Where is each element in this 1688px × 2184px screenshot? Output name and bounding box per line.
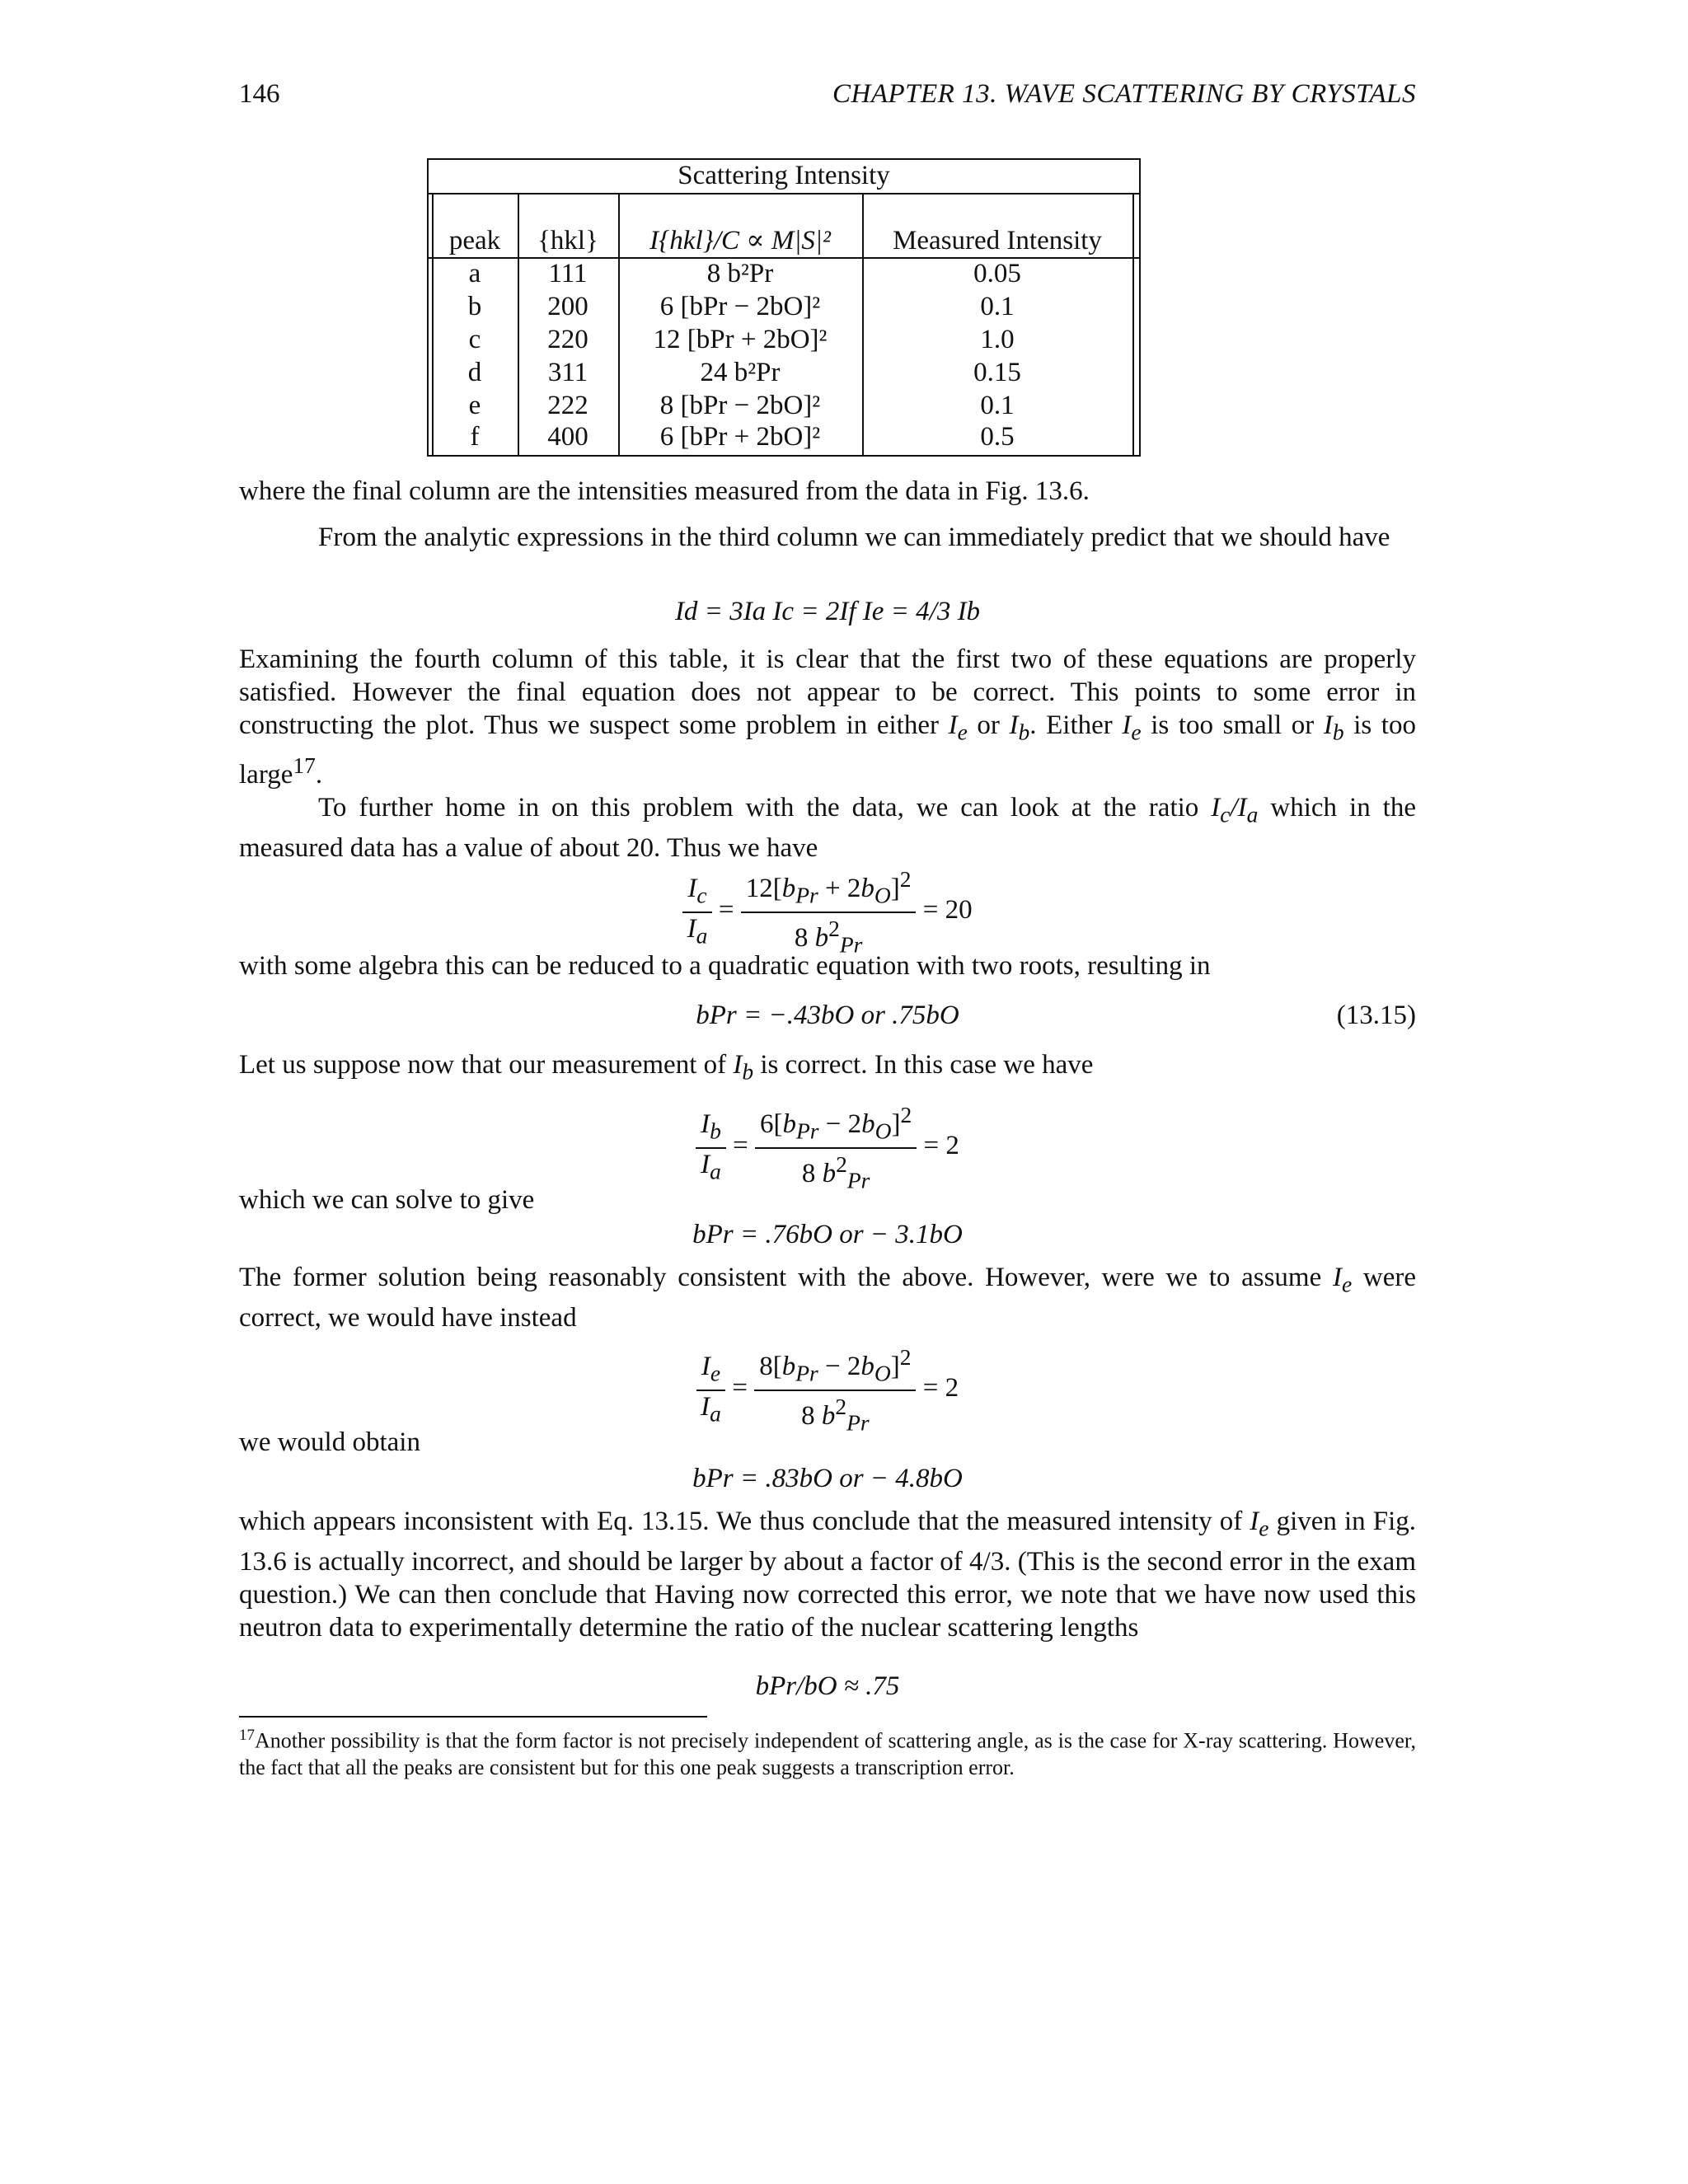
paragraph: From the analytic expressions in the third column we can immediately predict that we should have: [318, 523, 1390, 552]
table-cell-measured: 0.15: [973, 358, 1021, 387]
table-header-measured: Measured Intensity: [893, 226, 1102, 255]
paragraph: we would obtain: [239, 1427, 420, 1457]
table-cell-measured: 0.1: [980, 292, 1015, 321]
paragraph: Examining the fourth column of this table, it is clear that the first two of these equations are properly satisfied. However the final equation does not appear to be correct. This points to some error in constructing the plot. Thus we suspect some problem in either $I_e$ or $I_b$. Either $I_e$ is too small or $I_b$ is too large$^{17}$.: [239, 644, 1416, 790]
paragraph: The former solution being reasonably consistent with the above. However, were we to assume $I_e$ were correct, we would have instead: [239, 1263, 1416, 1333]
scattering-intensity-table: [427, 158, 1141, 457]
running-header: [239, 79, 1416, 115]
table-cell-expression: 24 b²Pr: [700, 358, 781, 387]
table-caption: Scattering Intensity: [678, 161, 890, 190]
footnote-ref[interactable]: 17: [293, 752, 316, 778]
chapter-title: CHAPTER 13. WAVE SCATTERING BY CRYSTALS: [832, 79, 1416, 109]
table-cell-expression: 8 [bPr − 2bO]²: [659, 391, 821, 420]
table-cell-expression: 8 b²Pr: [706, 259, 774, 288]
equation-ratio-e-a: $\frac{I_e}{I_a}$ = $\frac{8[b_{Pr} - 2b_O]^2}{8 b^2_{Pr}}$ = 2: [239, 1342, 1416, 1438]
table-divider: [862, 193, 864, 457]
equation: bPr/bO ≈ .75: [755, 1671, 900, 1701]
table-cell-expression: 12 [bPr + 2bO]²: [653, 325, 828, 354]
table-cell-hkl: 111: [548, 259, 588, 288]
equation: bPr = .76bO or − 3.1bO: [692, 1220, 963, 1249]
paragraph: which we can solve to give: [239, 1185, 535, 1215]
table-cell-peak: e: [468, 391, 481, 420]
table-cell-peak: d: [467, 358, 482, 387]
equation: bPr = −.43bO or .75bO: [696, 1001, 959, 1030]
equation-ratio-c-a: $\frac{I_c}{I_a}$ = $\frac{12[b_{Pr} + 2b_O]^2}{8 b^2_{Pr}}$ = 20: [239, 864, 1416, 960]
table-cell-hkl: 311: [547, 358, 588, 387]
equation: bPr = .83bO or − 4.8bO: [692, 1464, 963, 1493]
page-number: 146: [239, 79, 280, 109]
table-cell-peak: a: [468, 259, 481, 288]
table-cell-expression: 6 [bPr + 2bO]²: [659, 422, 821, 452]
equation-ratio-b-a: $\frac{I_b}{I_a}$ = $\frac{6[b_{Pr} - 2b_O]^2}{8 b^2_{Pr}}$ = 2: [239, 1099, 1416, 1196]
table-cell-peak: f: [470, 422, 480, 452]
paragraph: which appears inconsistent with Eq. 13.15. We thus conclude that the measured intensity of $I_e$ given in Fig. 13.6 is actually incorrect, and should be larger by about a factor of 4/3. (This is the second error in the exam question.) We can then conclude that Having now corrected this error, we note that we have now used this neutron data to experimentally determine the ratio of the nuclear scattering lengths: [239, 1507, 1416, 1643]
paragraph: where the final column are the intensities measured from the data in Fig. 13.6.: [239, 476, 1090, 506]
table-cell-peak: b: [467, 292, 482, 321]
table-cell-measured: 0.5: [980, 422, 1015, 452]
footnote-text: Another possibility is that the form factor is not precisely independent of scattering angle, as is the case for X-ray scattering. However, the fact that all the peaks are consistent but for this one peak suggests a transcription error.: [239, 1728, 1416, 1779]
paragraph: To further home in on this problem with the data, we can look at the ratio $I_c/I_a$ which in the measured data has a value of about 20. Thus we have: [239, 793, 1416, 863]
table-cell-measured: 0.05: [973, 259, 1021, 288]
table-cell-expression: 6 [bPr − 2bO]²: [659, 292, 821, 321]
footnote-mark: 17: [239, 1727, 255, 1744]
table-rule: [427, 193, 1141, 194]
table-cell-hkl: 220: [547, 325, 588, 354]
table-cell-hkl: 200: [547, 292, 588, 321]
footnote: [239, 1722, 1416, 1781]
table-cell-hkl: 222: [547, 391, 588, 420]
table-header-hkl: {hkl}: [537, 226, 598, 255]
equation-number: (13.15): [1336, 1001, 1416, 1030]
table-header-expression: I{hkl}/C ∝ M|S|²: [649, 226, 831, 255]
table-cell-measured: 0.1: [980, 391, 1015, 420]
table-header-peak: peak: [448, 226, 501, 255]
footnote-rule: [239, 1716, 707, 1718]
paragraph: Let us suppose now that our measurement of $I_b$ is correct. In this case we have: [239, 1050, 1094, 1085]
table-divider: [1132, 193, 1134, 457]
table-cell-measured: 1.0: [980, 325, 1015, 354]
table-cell-hkl: 400: [547, 422, 588, 452]
table-cell-peak: c: [468, 325, 481, 354]
paragraph: with some algebra this can be reduced to a quadratic equation with two roots, resulting in: [239, 951, 1211, 981]
equation: Id = 3Ia Ic = 2If Ie = 4/3 Ib: [674, 597, 981, 626]
